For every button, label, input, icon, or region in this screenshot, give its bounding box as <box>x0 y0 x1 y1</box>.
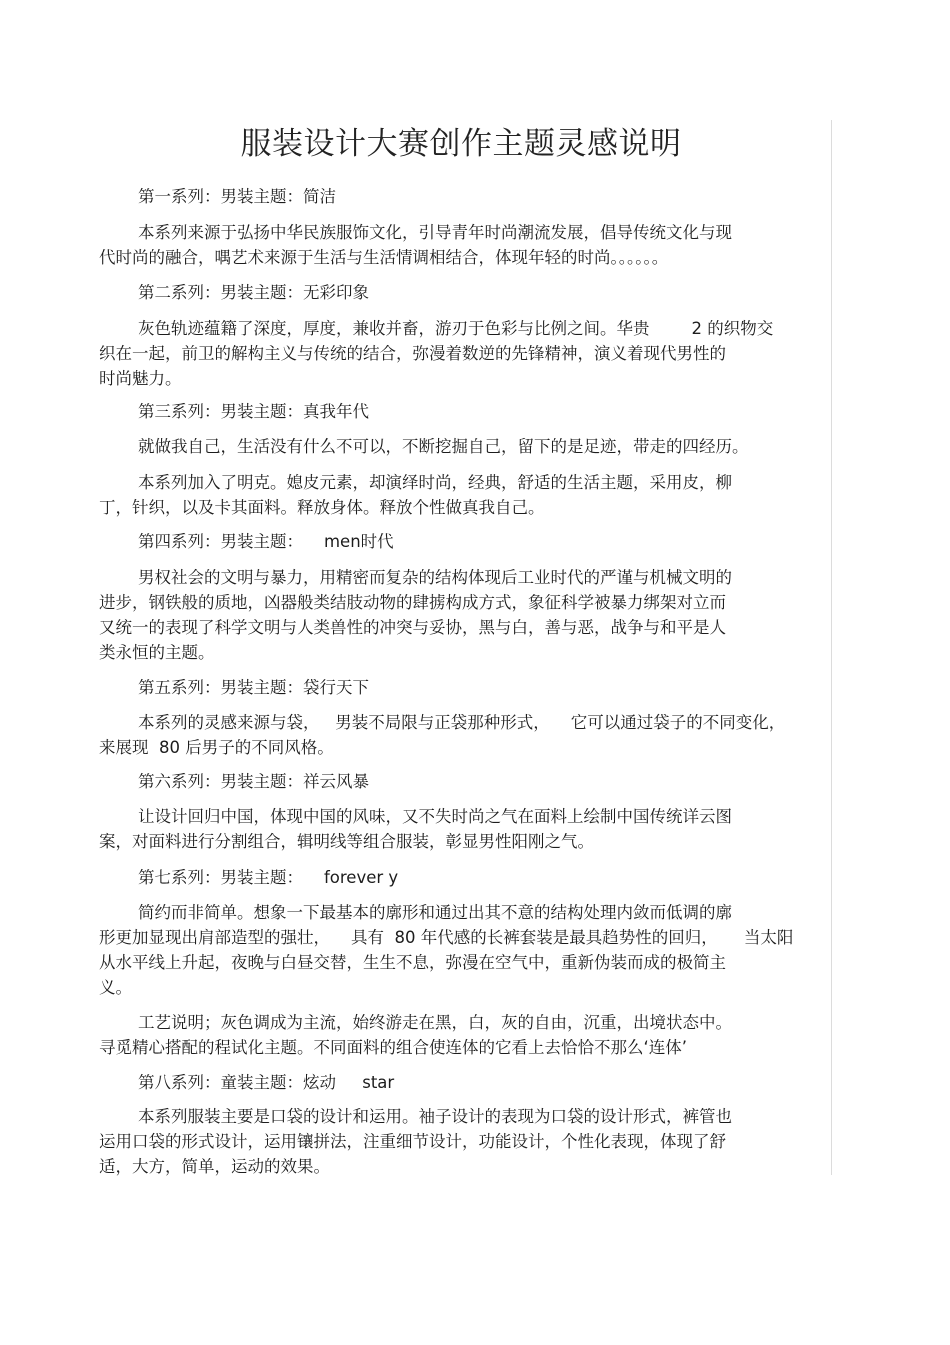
text-line: 第六系列：男装主题：祥云风暴 <box>138 772 369 791</box>
text-line: 寻觅精心搭配的程试化主题。不同面料的组合使连体的它看上去恰恰不那么‘连体’ <box>99 1038 687 1057</box>
text-line: 适，大方，简单，运动的效果。 <box>99 1157 330 1176</box>
text-line: 第二系列：男装主题：无彩印象 <box>138 283 369 302</box>
text-line: 灰色轨迹蕴籍了深度，厚度，兼收并畜，游刃于色彩与比例之间。华贵 2 的织物交 <box>138 319 774 338</box>
text-line: 代时尚的融合，喁艺术来源于生活与生活情调相结合，体现年轻的时尚。。。。。。 <box>99 248 669 267</box>
text-line: 运用口袋的形式设计，运用镶拼法，注重细节设计，功能设计，个性化表现，体现了舒 <box>99 1132 726 1151</box>
text-line: 类永恒的主题。 <box>99 643 215 662</box>
text-line: 简约而非简单。想象一下最基本的廓形和通过出其不意的结构处理内敛而低调的廓 <box>138 903 732 922</box>
text-line: 又统一的表现了科学文明与人类兽性的冲突与妥协，黑与白，善与恶，战争与和平是人 <box>99 618 726 637</box>
text-line: 本系列服装主要是口袋的设计和运用。袖子设计的表现为口袋的设计形式，裤管也 <box>138 1107 732 1126</box>
text-line: 第七系列：男装主题： forever y <box>138 868 399 887</box>
text-line: 时尚魅力。 <box>99 369 182 388</box>
text-line: 本系列的灵感来源与袋， 男装不局限与正袋那种形式， 它可以通过袋子的不同变化， <box>138 713 786 732</box>
document-title: 服装设计大赛创作主题灵感说明 <box>240 126 682 162</box>
text-line: 第五系列：男装主题：袋行天下 <box>138 678 369 697</box>
text-line: 从水平线上升起，夜晚与白昼交替，生生不息，弥漫在空气中，重新伪装而成的极简主 <box>99 953 726 972</box>
text-line: 第三系列：男装主题：真我年代 <box>138 402 369 421</box>
text-line: 第四系列：男装主题： men时代 <box>138 532 394 551</box>
text-line: 义。 <box>99 978 132 997</box>
text-line: 本系列来源于弘扬中华民族服饰文化，引导青年时尚潮流发展，倡导传统文化与现 <box>138 223 732 242</box>
text-line: 让设计回归中国，体现中国的风味，又不失时尚之气在面料上绘制中国传统详云图 <box>138 807 732 826</box>
text-line: 形更加显现出肩部造型的强壮， 具有 80 年代感的长裤套装是最具趋势性的回归， 当太阳 <box>99 928 794 947</box>
text-line: 进步，钢铁般的质地，凶器般类结肢动物的肆掳构成方式，象征科学被暴力绑架对立而 <box>99 593 726 612</box>
text-line: 第八系列：童装主题：炫动 star <box>138 1073 395 1092</box>
text-line: 男权社会的文明与暴力，用精密而复杂的结构体现后工业时代的严谨与机械文明的 <box>138 568 732 587</box>
text-line: 织在一起，前卫的解构主义与传统的结合，弥漫着数逆的先锋精神，演义着现代男性的 <box>99 344 726 363</box>
text-line: 案，对面料进行分割组合，辑明线等组合服装，彰显男性阳刚之气。 <box>99 832 594 851</box>
text-line: 丁，针织，以及卡其面料。释放身体。释放个性做真我自己。 <box>99 498 545 517</box>
text-line: 第一系列：男装主题：简洁 <box>138 187 336 206</box>
page-edge-divider <box>831 120 832 1175</box>
text-line: 就做我自己，生活没有什么不可以，不断挖掘自己，留下的是足迹，带走的四经历。 <box>138 437 749 456</box>
text-line: 工艺说明；灰色调成为主流，始终游走在黑，白，灰的自由，沉重，出境状态中。 <box>138 1013 732 1032</box>
text-line: 来展现 80 后男子的不同风格。 <box>99 738 334 757</box>
text-line: 本系列加入了明克。媳皮元素，却演绎时尚，经典，舒适的生活主题，采用皮，柳 <box>138 473 732 492</box>
